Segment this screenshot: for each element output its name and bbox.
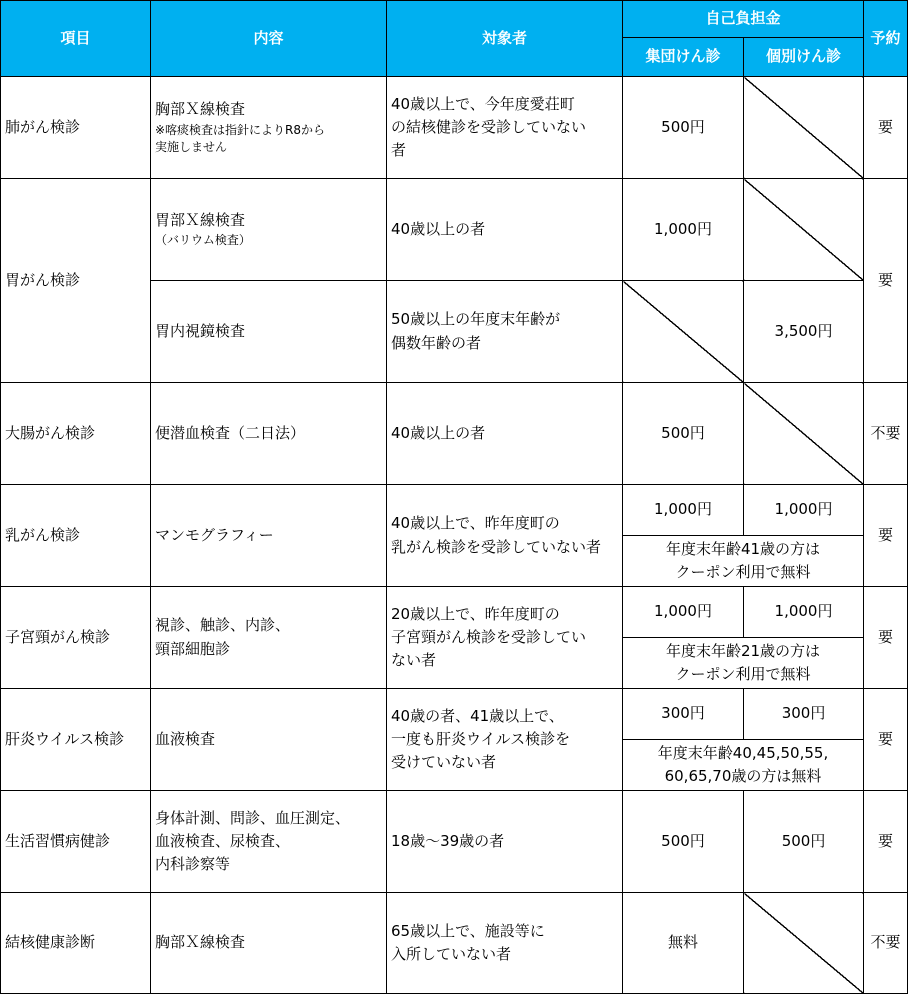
content-cell (151, 77, 387, 179)
header-item: 項目 (1, 1, 151, 77)
target-text: の結核健診を受診していない (391, 117, 587, 136)
target-cell (387, 893, 623, 994)
target-text: 偶数年齢の者 (391, 333, 482, 352)
content-text: 視診、触診、内診、 (155, 616, 291, 635)
note-text: 年度末年齢21歳の方は (665, 641, 821, 660)
individual-cost-cell: 1,000円 (744, 485, 864, 536)
header-reservation: 予約 (864, 1, 908, 77)
reservation-cell: 要 (864, 485, 908, 587)
reservation-cell: 要 (864, 179, 908, 383)
target-text: 20歳以上で、昨年度町の (391, 604, 560, 623)
content-text: 胸部Ｘ線検査 (155, 100, 246, 119)
header-row-top (1, 1, 908, 38)
individual-cost-empty (744, 383, 864, 485)
content-text: 身体計測、問診、血圧測定、 (155, 808, 351, 827)
reservation-cell: 要 (864, 689, 908, 791)
item-cell: 生活習慣病健診 (1, 791, 151, 893)
content-note: （バリウム検査） (155, 233, 251, 248)
reservation-cell: 不要 (864, 893, 908, 994)
note-text: 60,65,70歳の方は無料 (664, 767, 822, 785)
reservation-cell: 不要 (864, 383, 908, 485)
group-cost-empty (623, 281, 744, 383)
target-cell (387, 587, 623, 689)
target-text: 者 (391, 141, 407, 160)
content-cell: 便潜血検査（二日法） (151, 383, 387, 485)
header-individual: 個別けん診 (744, 38, 864, 77)
note-text: クーポン利用で無料 (675, 563, 811, 581)
target-text: 65歳以上で、施設等に (391, 921, 545, 940)
item-cell: 肝炎ウイルス検診 (1, 689, 151, 791)
content-note: ※喀痰検査は指針によりR8から (155, 122, 326, 137)
individual-cost-cell: 1,000円 (744, 587, 864, 638)
target-cell (387, 485, 623, 587)
table-row-tuberculosis (1, 893, 908, 994)
item-cell: 乳がん検診 (1, 485, 151, 587)
table-row-colon (1, 383, 908, 485)
target-text: 50歳以上の年度末年齢が (391, 310, 561, 329)
group-cost-cell: 300円 (623, 689, 744, 740)
individual-cost-empty (744, 893, 864, 994)
content-cell: 血液検査 (151, 689, 387, 791)
individual-cost-cell: 3,500円 (744, 281, 864, 383)
content-cell: マンモグラフィー (151, 485, 387, 587)
reservation-cell: 要 (864, 77, 908, 179)
target-cell: 40歳以上の者 (387, 383, 623, 485)
note-text: クーポン利用で無料 (675, 665, 811, 683)
target-text: 受けていない者 (391, 753, 497, 772)
group-cost-cell: 500円 (623, 77, 744, 179)
individual-cost-cell: 300円 (744, 689, 864, 740)
item-cell: 胃がん検診 (1, 179, 151, 383)
target-cell (387, 689, 623, 791)
table-row-hepatitis (1, 689, 908, 740)
header-cost: 自己負担金 (623, 1, 864, 38)
group-cost-cell: 500円 (623, 791, 744, 893)
item-cell: 結核健康診断 (1, 893, 151, 994)
cost-note-cell (623, 740, 864, 791)
content-text: 胃部Ｘ線検査 (155, 211, 246, 230)
content-cell (151, 179, 387, 281)
target-text: 子宮頸がん検診を受診してい (391, 627, 587, 646)
content-cell (151, 587, 387, 689)
target-cell: 18歳～39歳の者 (387, 791, 623, 893)
group-cost-cell: 1,000円 (623, 179, 744, 281)
individual-cost-empty (744, 179, 864, 281)
target-text: 40歳以上で、昨年度町の (391, 514, 560, 533)
group-cost-cell: 500円 (623, 383, 744, 485)
target-cell (387, 281, 623, 383)
item-cell: 大腸がん検診 (1, 383, 151, 485)
target-text: ない者 (391, 651, 437, 670)
target-text: 乳がん検診を受診していない者 (391, 537, 602, 556)
note-text: 年度末年齢41歳の方は (665, 539, 821, 558)
content-note: 実施しません (155, 140, 228, 155)
table-row-cervical (1, 587, 908, 638)
content-cell: 胃内視鏡検査 (151, 281, 387, 383)
target-cell (387, 77, 623, 179)
individual-cost-cell: 500円 (744, 791, 864, 893)
content-cell: 胸部Ｘ線検査 (151, 893, 387, 994)
cost-note-cell (623, 638, 864, 689)
item-cell: 子宮頸がん検診 (1, 587, 151, 689)
header-target: 対象者 (387, 1, 623, 77)
target-cell: 40歳以上の者 (387, 179, 623, 281)
target-text: 一度も肝炎ウイルス検診を (391, 729, 571, 748)
content-cell (151, 791, 387, 893)
content-text: 内科診察等 (155, 855, 231, 874)
item-cell: 肺がん検診 (1, 77, 151, 179)
table-row-breast (1, 485, 908, 536)
group-cost-cell: 1,000円 (623, 587, 744, 638)
reservation-cell: 要 (864, 791, 908, 893)
note-text: 年度末年齢40,45,50,55, (657, 743, 829, 762)
table-row-stomach-a (1, 179, 908, 281)
table-row-lifestyle (1, 791, 908, 893)
target-text: 入所していない者 (391, 945, 512, 963)
content-text: 頸部細胞診 (155, 639, 231, 658)
header-group: 集団けん診 (623, 38, 744, 77)
content-text: 血液検査、尿検査、 (155, 831, 291, 850)
group-cost-cell: 1,000円 (623, 485, 744, 536)
reservation-cell: 要 (864, 587, 908, 689)
target-text: 40歳以上で、今年度愛荘町 (391, 94, 575, 113)
target-text: 40歳の者、41歳以上で、 (391, 706, 564, 725)
individual-cost-empty (744, 77, 864, 179)
group-cost-cell: 無料 (623, 893, 744, 994)
table-row-lung (1, 77, 908, 179)
header-content: 内容 (151, 1, 387, 77)
cost-note-cell (623, 536, 864, 587)
